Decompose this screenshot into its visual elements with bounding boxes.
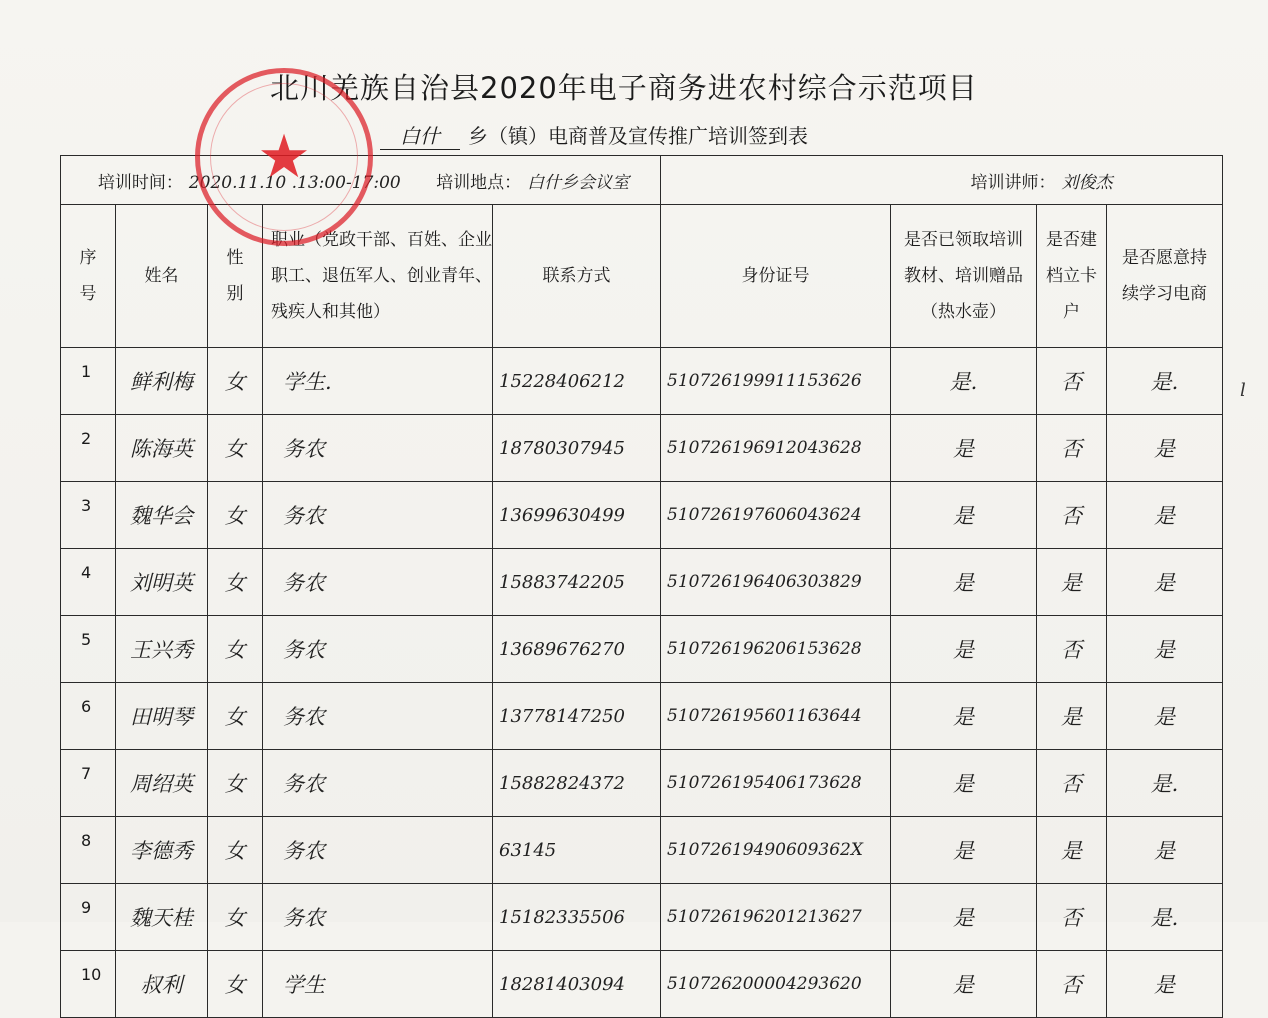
cell-id: 510726199911153626 [661, 348, 891, 415]
cell-contact: 15882824372 [493, 750, 661, 817]
cell-archived: 是 [1037, 683, 1107, 750]
cell-received: 是. [891, 348, 1037, 415]
cell-id: 510726195406173628 [661, 750, 891, 817]
cell-seq: 9 [61, 884, 116, 951]
cell-received: 是 [891, 951, 1037, 1018]
cell-name: 刘明英 [116, 549, 208, 616]
cell-gender: 女 [208, 750, 263, 817]
cell-contact: 18780307945 [493, 415, 661, 482]
cell-continue: 是 [1107, 616, 1223, 683]
cell-id: 510726196206153628 [661, 616, 891, 683]
cell-received: 是 [891, 817, 1037, 884]
cell-id: 510726200004293620 [661, 951, 891, 1018]
cell-gender: 女 [208, 482, 263, 549]
cell-received: 是 [891, 616, 1037, 683]
cell-continue: 是. [1107, 884, 1223, 951]
cell-name: 王兴秀 [116, 616, 208, 683]
cell-received: 是 [891, 415, 1037, 482]
cell-continue: 是 [1107, 683, 1223, 750]
cell-seq: 1 [61, 348, 116, 415]
header-row [61, 205, 1223, 348]
cell-received: 是 [891, 884, 1037, 951]
teacher-label: 培训讲师： [970, 172, 1056, 193]
cell-gender: 女 [208, 616, 263, 683]
cell-contact: 13689676270 [493, 616, 661, 683]
cell-archived: 否 [1037, 884, 1107, 951]
cell-occupation: 学生. [263, 348, 493, 415]
cell-received: 是 [891, 683, 1037, 750]
cell-gender: 女 [208, 817, 263, 884]
place-value: 白什乡会议室 [527, 172, 630, 193]
cell-seq: 5 [61, 616, 116, 683]
cell-continue: 是. [1107, 348, 1223, 415]
cell-gender: 女 [208, 951, 263, 1018]
document-subtitle [380, 120, 980, 150]
header-occupation: 职业（党政干部、百姓、企业职工、退伍军人、创业青年、残疾人和其他） [263, 205, 493, 348]
cell-continue: 是. [1107, 750, 1223, 817]
cell-gender: 女 [208, 683, 263, 750]
seal-star-icon: ★ [257, 122, 311, 192]
cell-name: 周绍英 [116, 750, 208, 817]
cell-archived: 否 [1037, 482, 1107, 549]
cell-gender: 女 [208, 884, 263, 951]
time-value: 2020.11.10 .13:00-17:00 [188, 172, 401, 193]
table-row [61, 750, 1223, 817]
cell-id: 510726196406303829 [661, 549, 891, 616]
table-row [61, 616, 1223, 683]
header-continue: 是否愿意持续学习电商 [1107, 205, 1223, 348]
cell-occupation: 务农 [263, 750, 493, 817]
header-seq: 序号 [61, 205, 116, 348]
cell-contact: 15182335506 [493, 884, 661, 951]
cell-name: 魏华会 [116, 482, 208, 549]
cell-archived: 是 [1037, 549, 1107, 616]
cell-id: 510726197606043624 [661, 482, 891, 549]
cell-occupation: 务农 [263, 683, 493, 750]
cell-name: 叔利 [116, 951, 208, 1018]
table-row [61, 817, 1223, 884]
header-archived: 是否建档立卡户 [1037, 205, 1107, 348]
teacher-value: 刘俊杰 [1061, 172, 1113, 193]
table-row [61, 683, 1223, 750]
cell-occupation: 务农 [263, 817, 493, 884]
table-row [61, 415, 1223, 482]
table-row [61, 951, 1223, 1018]
cell-contact: 15228406212 [493, 348, 661, 415]
header-received: 是否已领取培训教材、培训赠品（热水壶） [891, 205, 1037, 348]
info-row [61, 156, 1223, 205]
cell-name: 鲜利梅 [116, 348, 208, 415]
cell-seq: 6 [61, 683, 116, 750]
cell-contact: 15883742205 [493, 549, 661, 616]
cell-occupation: 务农 [263, 482, 493, 549]
header-id: 身份证号 [661, 205, 891, 348]
cell-name: 李德秀 [116, 817, 208, 884]
cell-received: 是 [891, 482, 1037, 549]
cell-archived: 否 [1037, 616, 1107, 683]
time-label: 培训时间： [97, 172, 183, 193]
place-label: 培训地点： [436, 172, 522, 193]
header-gender: 性别 [208, 205, 263, 348]
table-row [61, 549, 1223, 616]
cell-contact: 13778147250 [493, 683, 661, 750]
cell-id: 51072619490609362X [661, 817, 891, 884]
table-row [61, 884, 1223, 951]
cell-archived: 否 [1037, 348, 1107, 415]
cell-received: 是 [891, 549, 1037, 616]
cell-archived: 否 [1037, 951, 1107, 1018]
cell-occupation: 务农 [263, 549, 493, 616]
cell-occupation: 务农 [263, 884, 493, 951]
cell-seq: 10 [61, 951, 116, 1018]
subtitle-text: 乡（镇）电商普及宣传推广培训签到表 [468, 124, 808, 148]
cell-name: 魏天桂 [116, 884, 208, 951]
rows-body [61, 348, 1223, 1018]
cell-continue: 是 [1107, 415, 1223, 482]
cell-name: 陈海英 [116, 415, 208, 482]
cell-id: 510726196912043628 [661, 415, 891, 482]
cell-id: 510726195601163644 [661, 683, 891, 750]
cell-archived: 否 [1037, 415, 1107, 482]
cell-occupation: 务农 [263, 616, 493, 683]
township-handwritten: 白什 [380, 120, 460, 150]
cell-occupation: 务农 [263, 415, 493, 482]
table-row [61, 482, 1223, 549]
cell-contact: 63145 [493, 817, 661, 884]
cell-seq: 2 [61, 415, 116, 482]
cell-continue: 是 [1107, 951, 1223, 1018]
cell-continue: 是 [1107, 549, 1223, 616]
stray-mark: l [1240, 380, 1246, 401]
cell-gender: 女 [208, 348, 263, 415]
cell-gender: 女 [208, 415, 263, 482]
cell-gender: 女 [208, 549, 263, 616]
cell-archived: 否 [1037, 750, 1107, 817]
cell-seq: 8 [61, 817, 116, 884]
cell-received: 是 [891, 750, 1037, 817]
document-title: 北川羌族自治县2020年电子商务进农村综合示范项目 [270, 71, 978, 105]
cell-seq: 4 [61, 549, 116, 616]
table-row [61, 348, 1223, 415]
cell-seq: 3 [61, 482, 116, 549]
cell-continue: 是 [1107, 482, 1223, 549]
header-contact: 联系方式 [493, 205, 661, 348]
cell-archived: 是 [1037, 817, 1107, 884]
cell-seq: 7 [61, 750, 116, 817]
signin-table [60, 155, 1223, 1018]
cell-occupation: 学生 [263, 951, 493, 1018]
cell-contact: 13699630499 [493, 482, 661, 549]
cell-name: 田明琴 [116, 683, 208, 750]
header-name: 姓名 [116, 205, 208, 348]
cell-continue: 是 [1107, 817, 1223, 884]
cell-id: 510726196201213627 [661, 884, 891, 951]
cell-contact: 18281403094 [493, 951, 661, 1018]
